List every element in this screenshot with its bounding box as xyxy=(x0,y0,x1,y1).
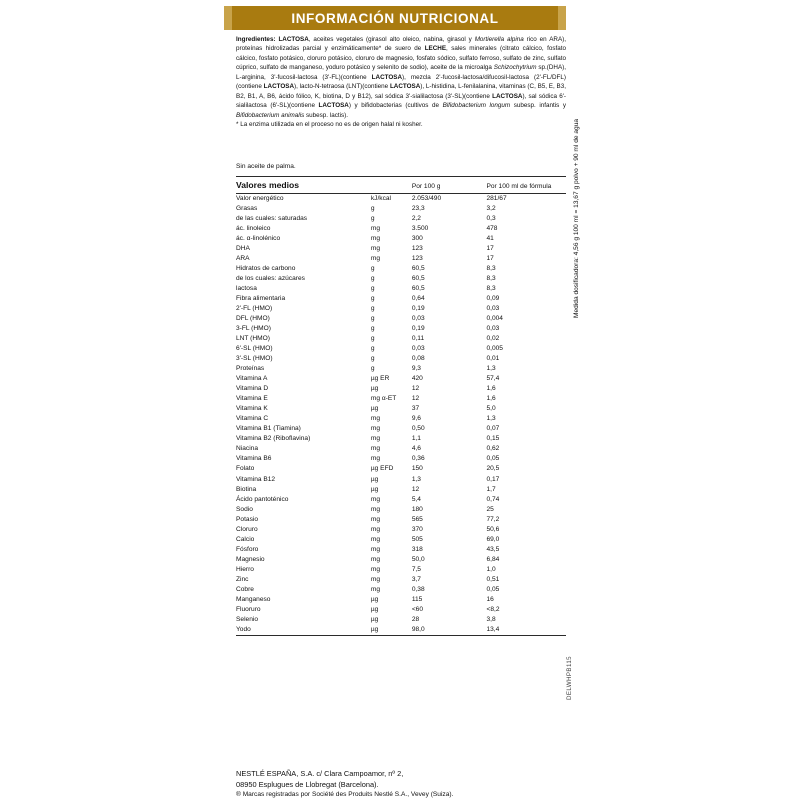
nutrient-name: Proteínas xyxy=(236,365,265,373)
table-row xyxy=(236,555,566,565)
table-row xyxy=(236,244,566,254)
nutrient-name: Fluoruro xyxy=(236,605,261,613)
nutrient-value-per-100ml: 50,6 xyxy=(486,525,500,533)
nutrient-value-per-100ml: 69,0 xyxy=(486,535,500,543)
nutrient-value-per-100ml: 1,6 xyxy=(486,395,496,403)
table-row xyxy=(236,294,566,304)
nutrient-value-per-100g: 0,08 xyxy=(411,355,425,363)
nutrient-unit: g xyxy=(370,285,375,293)
nutrient-unit: µg xyxy=(370,595,379,603)
nutrient-name: Folato xyxy=(236,465,255,473)
nutrient-unit: µg xyxy=(370,405,379,413)
nutrient-value-per-100ml: 0,3 xyxy=(486,215,496,223)
nutrient-name: LNT (HMO) xyxy=(236,335,270,343)
table-row xyxy=(236,464,566,474)
table-row xyxy=(236,475,566,485)
nutrient-value-per-100g: 50,0 xyxy=(411,555,425,563)
table-row xyxy=(236,434,566,444)
nutrient-value-per-100ml: 0,74 xyxy=(486,495,500,503)
nutrient-value-per-100g: 370 xyxy=(411,525,423,533)
table-row xyxy=(236,274,566,284)
column-header-per-100ml: Por 100 ml de fórmula xyxy=(486,177,566,194)
nutrient-name: Valor energético xyxy=(236,195,284,203)
nutrition-table-wrap xyxy=(236,176,566,636)
nutrient-value-per-100g: 9,6 xyxy=(411,415,421,423)
nutrient-value-per-100g: 115 xyxy=(411,595,423,603)
nutrient-unit: kJ/kcal xyxy=(370,195,392,203)
nutrient-value-per-100ml: 20,5 xyxy=(486,465,500,473)
nutrient-value-per-100g: 1,3 xyxy=(411,475,421,483)
nutrient-name: Vitamina B2 (Riboflavina) xyxy=(236,435,311,443)
nutrient-name: Zinc xyxy=(236,575,249,583)
nutrient-name: de las cuales: saturadas xyxy=(236,215,308,223)
nutrient-value-per-100ml: 17 xyxy=(486,245,494,253)
nutrient-value-per-100ml: 1,0 xyxy=(486,565,496,573)
nutrient-unit: µg xyxy=(371,625,412,636)
nutrient-name: Fósforo xyxy=(236,545,259,553)
table-row xyxy=(236,334,566,344)
nutrient-value-per-100ml: 0,17 xyxy=(486,475,500,483)
footer-line-2: 08950 Esplugues de Llobregat (Barcelona). xyxy=(236,779,379,789)
column-header-name: Valores medios xyxy=(236,177,371,194)
nutrient-value-per-100ml: 0,05 xyxy=(486,585,500,593)
nutrient-name: Vitamina B6 xyxy=(236,455,272,463)
table-row xyxy=(236,485,566,495)
table-row xyxy=(236,525,566,535)
nutrient-value-per-100ml: 0,03 xyxy=(486,305,500,313)
table-row xyxy=(236,595,566,605)
nutrient-name: Fibra alimentaria xyxy=(236,295,286,303)
nutrient-unit: µg xyxy=(370,485,379,493)
nutrient-name: Grasas xyxy=(236,205,258,213)
nutrient-name: Vitamina C xyxy=(236,415,269,423)
nutrient-value-per-100ml: 1,3 xyxy=(486,415,496,423)
nutrient-value-per-100g: 4,6 xyxy=(411,445,421,453)
table-row xyxy=(236,284,566,294)
nutrient-unit: mg xyxy=(370,515,381,523)
nutrient-value-per-100ml: 5,0 xyxy=(486,405,496,413)
nutrient-name: ARA xyxy=(236,255,250,263)
nutrient-value-per-100ml: 13,4 xyxy=(486,625,566,636)
table-row xyxy=(236,625,566,636)
nutrient-name: DHA xyxy=(236,245,250,253)
nutrient-unit: mg xyxy=(370,495,381,503)
nutrient-name: ác. α-linolénico xyxy=(236,235,281,243)
measure-spoon-note: Medida dosificadora: 4,56 g 100 ml = 13,67 g polvo + 90 ml de agua xyxy=(573,118,580,318)
nutrient-value-per-100ml: 0,62 xyxy=(486,445,500,453)
nutrient-value-per-100g: 318 xyxy=(411,545,423,553)
nutrient-value-per-100ml: 16 xyxy=(486,595,494,603)
table-row xyxy=(236,214,566,224)
ingredients-text: LACTOSA, aceites vegetales (girasol alto oleico, nabina, girasol y Mortierella alpina rico en ARA), proteínas hidrolizadas parcial y enzimáticamente* de suero de LECHE, sales minerales (citrato cálcico, fosfato cálcico, fosfato potásico, cloruro potásico, cloruro de magnesio, fosfato sódico, sulfato ferroso, sulfato de zinc, sulfato cúprico, sulfato de manganeso, yoduro potásico y selenito de sodio), aceite de la microalga Schizochytrium sp.(DHA), L-arginina, 3'-fucosil-lactosa (3'-FL)(contiene LACTOSA), mezcla 2'-fucosil-lactosa/difucosil-lactosa (2'-FL/DFL)(contiene LACTOSA), lacto-N-tetraosa (LNT)(contiene LACTOSA), L-histidina, L-fenilalanina, vitaminas (C, B5, E, B3, B2, B1, A, B6, ácido fólico, K, biotina, D y B12), sal sódica 3'-sialilactosa (3'-SL)(contiene LACTOSA), sal sódica 6'-sialilactosa (6'-SL)(contiene LACTOSA) y bifidobacterias (cultivos de Bifidobacterium longum subesp. infantis y Bifidobacterium animalis subesp. lactis). xyxy=(236,36,566,119)
nutrient-value-per-100ml: 0,02 xyxy=(486,335,500,343)
ingredients-label: Ingredientes: xyxy=(236,36,276,43)
table-row xyxy=(236,224,566,234)
nutrient-unit: mg α-ET xyxy=(370,395,397,403)
nutrient-value-per-100g: 3.500 xyxy=(411,225,429,233)
nutrient-name: Ácido pantoténico xyxy=(236,495,289,503)
nutrient-value-per-100ml: 43,5 xyxy=(486,545,500,553)
nutrient-value-per-100g: 37 xyxy=(411,405,420,413)
footer-line-1: NESTLÉ ESPAÑA, S.A. c/ Clara Campoamor, nº 2, xyxy=(236,769,404,778)
nutrient-name: Vitamina K xyxy=(236,405,268,413)
nutrient-value-per-100g: 123 xyxy=(411,245,423,253)
table-row xyxy=(236,374,566,384)
table-row xyxy=(236,495,566,505)
nutrient-name: lactosa xyxy=(236,285,257,293)
nutrient-name: 2'-FL (HMO) xyxy=(236,305,273,313)
nutrient-value-per-100g: 0,50 xyxy=(411,425,425,433)
nutrient-value-per-100ml: 8,3 xyxy=(486,265,496,273)
nutrient-unit: g xyxy=(370,205,375,213)
nutrient-name: Calcio xyxy=(236,535,255,543)
nutrient-unit: mg xyxy=(370,535,381,543)
table-row xyxy=(236,394,566,404)
nutrient-name: 3'-SL (HMO) xyxy=(236,355,273,363)
table-row xyxy=(236,314,566,324)
nutrient-value-per-100g: 12 xyxy=(411,395,420,403)
table-row xyxy=(236,354,566,364)
nutrient-unit: g xyxy=(370,315,375,323)
nutrient-value-per-100ml: 1,7 xyxy=(486,485,496,493)
nutrient-unit: µg xyxy=(370,615,379,623)
nutrient-value-per-100g: 505 xyxy=(411,535,423,543)
nutrient-value-per-100g: 2,2 xyxy=(411,215,421,223)
nutrient-name: 3-FL (HMO) xyxy=(236,325,271,333)
nutrient-unit: mg xyxy=(370,525,381,533)
nutrient-value-per-100g: 23,3 xyxy=(411,205,425,213)
nutrient-value-per-100ml: 17 xyxy=(486,255,494,263)
table-row xyxy=(236,454,566,464)
nutrient-value-per-100g: 0,03 xyxy=(411,345,425,353)
nutrient-value-per-100g: 0,19 xyxy=(411,305,425,313)
nutrient-unit: g xyxy=(370,335,375,343)
nutrient-value-per-100g: 3,7 xyxy=(411,575,421,583)
nutrient-value-per-100g: 2.053/490 xyxy=(411,195,442,203)
nutrient-name: Sodio xyxy=(236,505,253,513)
nutrient-unit: g xyxy=(370,305,375,313)
nutrient-unit: µg ER xyxy=(370,375,390,383)
nutrient-unit: mg xyxy=(370,415,381,423)
nutrient-value-per-100ml: 0,005 xyxy=(486,345,503,353)
nutrient-value-per-100ml: 8,3 xyxy=(486,285,496,293)
table-row xyxy=(236,204,566,214)
nutrient-value-per-100ml: 0,15 xyxy=(486,435,500,443)
nutrient-unit: g xyxy=(370,365,375,373)
table-row xyxy=(236,515,566,525)
nutrient-name: Cobre xyxy=(236,585,254,593)
nutrient-value-per-100g: 9,3 xyxy=(411,365,421,373)
nutrient-value-per-100g: 123 xyxy=(411,255,423,263)
ingredients-block xyxy=(236,35,566,129)
no-palm-oil-note: Sin aceite de palma. xyxy=(236,163,296,170)
footer-line-3: ® Marcas registradas por Société des Produits Nestlé S.A., Vevey (Suiza). xyxy=(236,791,454,799)
table-row xyxy=(236,565,566,575)
nutrient-value-per-100g: 300 xyxy=(411,235,423,243)
nutrient-unit: mg xyxy=(370,505,381,513)
nutrient-name: Vitamina B1 (Tiamina) xyxy=(236,425,301,433)
header-gold-bar-left xyxy=(224,6,232,30)
nutrient-value-per-100ml: 0,01 xyxy=(486,355,500,363)
nutrient-value-per-100g: 60,5 xyxy=(411,265,425,273)
nutrient-value-per-100g: 5,4 xyxy=(411,495,421,503)
table-row xyxy=(236,344,566,354)
nutrient-name: Magnesio xyxy=(236,555,265,563)
table-row xyxy=(236,605,566,615)
nutrient-value-per-100g: 0,19 xyxy=(411,325,425,333)
nutrient-value-per-100g: 12 xyxy=(411,485,420,493)
nutrient-value-per-100ml: 281/67 xyxy=(486,195,507,203)
nutrient-name: DFL (HMO) xyxy=(236,315,270,323)
nutrient-name: Hidratos de carbono xyxy=(236,265,296,273)
nutrient-unit: mg xyxy=(370,435,381,443)
nutrient-value-per-100ml: 25 xyxy=(486,505,494,513)
nutrient-value-per-100ml: 77,2 xyxy=(486,515,500,523)
table-row xyxy=(236,264,566,274)
nutrient-unit: mg xyxy=(370,445,381,453)
table-row xyxy=(236,414,566,424)
nutrient-value-per-100ml: 0,004 xyxy=(486,315,503,323)
nutrient-name: Niacina xyxy=(236,445,258,453)
nutrient-name: Manganeso xyxy=(236,595,271,603)
nutrient-unit: µg EFD xyxy=(370,465,394,473)
nutrient-name: Yodo xyxy=(236,625,371,636)
nutrient-value-per-100g: 0,03 xyxy=(411,315,425,323)
nutrient-value-per-100g: 1,1 xyxy=(411,435,421,443)
nutrient-value-per-100ml: 0,03 xyxy=(486,325,500,333)
nutrient-value-per-100ml: <8,2 xyxy=(486,605,500,613)
nutrient-unit: mg xyxy=(370,255,381,263)
table-row xyxy=(236,364,566,374)
nutrient-value-per-100g: 0,38 xyxy=(411,585,425,593)
table-row xyxy=(236,234,566,244)
nutrient-unit: µg xyxy=(370,385,379,393)
nutrient-value-per-100ml: 1,6 xyxy=(486,385,496,393)
nutrient-name: Vitamina E xyxy=(236,395,268,403)
nutrient-name: Vitamina B12 xyxy=(236,475,276,483)
table-row xyxy=(236,404,566,414)
nutrition-table xyxy=(236,176,566,636)
nutrient-unit: g xyxy=(370,275,375,283)
nutrient-value-per-100g: <60 xyxy=(411,605,423,613)
nutrient-value-per-100ml: 0,09 xyxy=(486,295,500,303)
nutrient-value-per-100ml: 0,07 xyxy=(486,425,500,433)
table-header-row xyxy=(236,177,566,194)
nutrient-unit: mg xyxy=(370,555,381,563)
nutrient-unit: mg xyxy=(370,235,381,243)
nutrient-value-per-100ml: 1,3 xyxy=(486,365,496,373)
nutrient-value-per-100g: 420 xyxy=(411,375,423,383)
nutrient-unit: mg xyxy=(370,245,381,253)
nutrient-name: Biotina xyxy=(236,485,257,493)
nutrient-name: Vitamina D xyxy=(236,385,269,393)
header-band xyxy=(232,6,558,30)
page-title: INFORMACIÓN NUTRICIONAL xyxy=(291,10,499,26)
table-row xyxy=(236,324,566,334)
nutrient-value-per-100g: 180 xyxy=(411,505,423,513)
table-row xyxy=(236,535,566,545)
footer-address xyxy=(236,769,586,800)
nutrient-value-per-100ml: 6,84 xyxy=(486,555,500,563)
nutrient-unit: µg xyxy=(370,475,379,483)
nutrient-unit: g xyxy=(370,355,375,363)
nutrient-value-per-100g: 150 xyxy=(411,465,423,473)
table-row xyxy=(236,384,566,394)
nutrient-unit: g xyxy=(370,265,375,273)
table-row xyxy=(236,444,566,454)
nutrient-name: Cloruro xyxy=(236,525,258,533)
table-row xyxy=(236,615,566,625)
nutrient-value-per-100ml: 57,4 xyxy=(486,375,500,383)
table-row xyxy=(236,505,566,515)
nutrient-name: Hierro xyxy=(236,565,254,573)
nutrient-value-per-100ml: 3,2 xyxy=(486,205,496,213)
nutrient-name: ác. linoleico xyxy=(236,225,271,233)
nutrient-unit: mg xyxy=(370,575,381,583)
nutrient-value-per-100ml: 478 xyxy=(486,225,498,233)
nutrient-name: Vitamina A xyxy=(236,375,268,383)
table-row xyxy=(236,545,566,555)
nutrient-unit: mg xyxy=(370,585,381,593)
nutrient-unit: mg xyxy=(370,545,381,553)
batch-code: DELWHPB115 xyxy=(566,655,573,700)
nutrient-value-per-100ml: 0,51 xyxy=(486,575,500,583)
nutrient-name: 6'-SL (HMO) xyxy=(236,345,273,353)
nutrient-value-per-100g: 0,36 xyxy=(411,455,425,463)
nutrient-unit: mg xyxy=(370,225,381,233)
nutrient-value-per-100g: 565 xyxy=(411,515,423,523)
nutrient-value-per-100g: 0,11 xyxy=(411,335,425,343)
table-row xyxy=(236,424,566,434)
table-row xyxy=(236,304,566,314)
nutrient-value-per-100g: 7,5 xyxy=(411,565,421,573)
nutrient-name: de los cuales: azúcares xyxy=(236,275,305,283)
table-row xyxy=(236,585,566,595)
nutrient-value-per-100g: 60,5 xyxy=(411,285,425,293)
nutrient-unit: mg xyxy=(370,455,381,463)
nutrient-value-per-100g: 28 xyxy=(411,615,420,623)
nutrient-value-per-100ml: 41 xyxy=(486,235,494,243)
nutrient-value-per-100g: 60,5 xyxy=(411,275,425,283)
ingredients-footnote: * La enzima utilizada en el proceso no es de origen halal ni kosher. xyxy=(236,120,423,128)
nutrient-unit: g xyxy=(370,295,375,303)
table-row xyxy=(236,194,566,205)
nutrient-value-per-100ml: 0,05 xyxy=(486,455,500,463)
nutrient-unit: g xyxy=(370,215,375,223)
nutrient-name: Selenio xyxy=(236,615,258,623)
nutrient-value-per-100ml: 8,3 xyxy=(486,275,496,283)
column-header-unit xyxy=(371,177,412,194)
nutrient-value-per-100g: 12 xyxy=(411,385,420,393)
column-header-per-100g: Por 100 g xyxy=(412,177,487,194)
nutrient-unit: mg xyxy=(370,565,381,573)
table-row xyxy=(236,254,566,264)
nutrient-unit: µg xyxy=(370,605,379,613)
header-gold-bar-right xyxy=(558,6,566,30)
nutrient-unit: g xyxy=(370,345,375,353)
nutrient-value-per-100g: 0,64 xyxy=(411,295,425,303)
nutrient-value-per-100g: 98,0 xyxy=(412,625,487,636)
nutrient-value-per-100ml: 3,8 xyxy=(486,615,496,623)
table-row xyxy=(236,575,566,585)
nutrient-unit: g xyxy=(370,325,375,333)
nutrient-name: Potasio xyxy=(236,515,258,523)
nutrient-unit: mg xyxy=(370,425,381,433)
